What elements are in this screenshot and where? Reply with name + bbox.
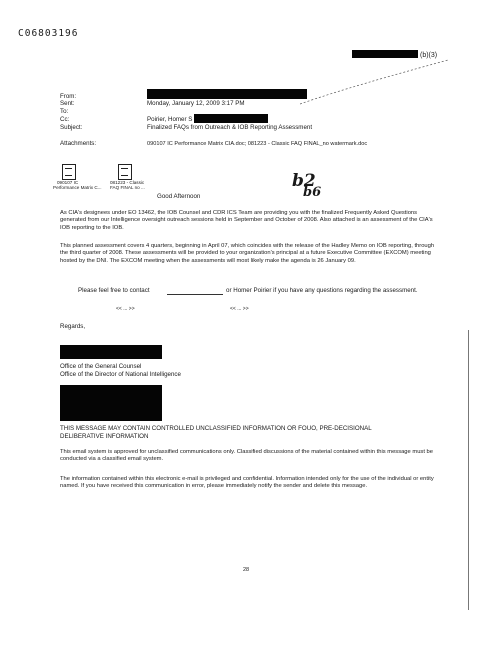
from-redaction [147, 89, 307, 99]
classification-mark: (b)(3) [420, 52, 438, 59]
sent-label: Sent: [60, 100, 75, 107]
page-number: 28 [243, 567, 250, 573]
contact-blank [167, 294, 223, 295]
cc-redaction [194, 114, 268, 123]
document-number: C06803196 [18, 28, 79, 39]
caveat-warning: THIS MESSAGE MAY CONTAIN CONTROLLED UNCLASSIFIED INFORMATION OR FOUO, PRE-DECISIONAL DELIBERATIVE INFORMATION [60, 425, 372, 440]
attachment-2-line2: FAQ FINAL no ... [110, 185, 145, 190]
attachments-value: 090107 IC Performance Matrix CIA.doc; 081223 - Classic FAQ FINAL_no watermark.doc [147, 141, 368, 147]
contact-sentence-end: or Homer Poirier if you have any questions regarding the assessment. [226, 287, 418, 294]
from-label: From: [60, 93, 77, 100]
signature-office-2: Office of the Director of National Intelligence [60, 371, 181, 378]
to-label: To: [60, 108, 69, 115]
scan-artifact-line [300, 56, 450, 106]
regards: Regards, [60, 323, 86, 330]
signature-name-redaction [60, 345, 162, 359]
attachment-2-line1: 081223 - Classic [110, 180, 145, 185]
body-paragraph-1: As CIA's designees under EO 13462, the IOB Counsel and CDR ICS Team are providing you with the finalized Frequently Asked Questions generated from our Intelligence oversight outreach sessions held in September and October of 2008. Also attached is an assessment of the CIA's IOB reporting to the IOB. [60, 210, 433, 231]
system-notice: This email system is approved for unclassified communications only. Classified discussions of the material contained within this message must be conducted via a classified email system. [60, 449, 433, 463]
subject-label: Subject: [60, 124, 83, 131]
contact-sentence-start: Please feel free to contact [78, 287, 150, 294]
signature-office-1: Office of the General Counsel [60, 363, 142, 370]
privilege-notice: The information contained within this electronic e-mail is privileged and confidential. Information intended only for the use of the individual or entity named. If you have received this communication in error, please immediately notify the sender and delete this message. [60, 476, 434, 490]
handwritten-b2: b2 [292, 171, 316, 191]
contact-link-2[interactable]: << ... >> [230, 306, 249, 312]
subject-value: Finalized FAQs from Outreach & IOB Reporting Assessment [147, 124, 313, 131]
sent-value: Monday, January 12, 2009 3:17 PM [147, 100, 245, 107]
word-document-icon[interactable] [118, 164, 132, 180]
attachments-label: Attachments: [60, 140, 97, 147]
cc-value: Poirier, Homer S [147, 116, 193, 123]
attachment-1-line2: Performance Matrix C... [53, 185, 102, 190]
scan-edge [468, 330, 469, 610]
signature-contact-redaction [60, 385, 162, 421]
greeting: Good Afternoon [157, 193, 201, 200]
attachment-1-line1: 090107 IC [57, 180, 79, 185]
handwritten-b6: b6 [303, 185, 322, 200]
contact-link-1[interactable]: << ... >> [116, 306, 135, 312]
body-paragraph-2: This planned assessment covers 4 quarters, beginning in April 07, which coincides with the release of the Hadley Memo on IOB reporting, through the third quarter of 2008. These assessments will be provided to your organization's principal at a future Executive Committee (EXCOM) meeting hosted by the DNI. The EXCOM meeting when the assessments will most likely make the agenda is 26 January 09. [60, 243, 435, 264]
cc-label: Cc: [60, 116, 70, 123]
word-document-icon[interactable] [62, 164, 76, 180]
